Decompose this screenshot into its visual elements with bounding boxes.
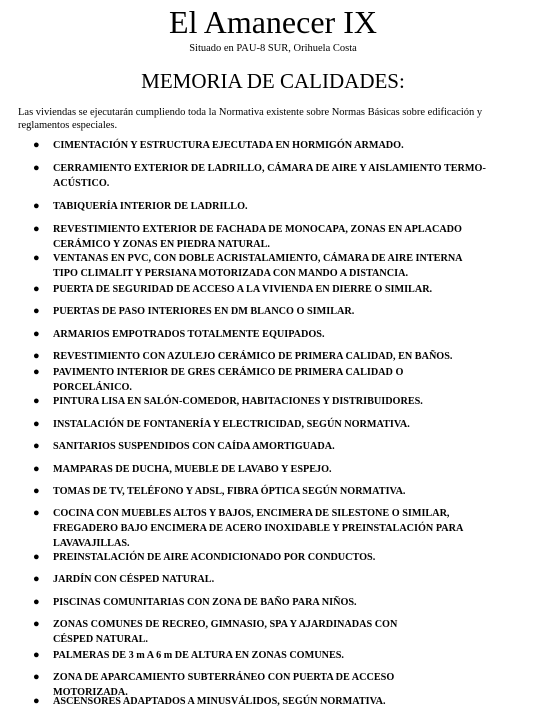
spec-item-text	[53, 462, 535, 477]
page-title: El Amanecer IX	[169, 4, 377, 40]
bullet-icon: ●	[33, 366, 40, 378]
bullet-icon: ●	[33, 440, 40, 452]
bullet-icon: ●	[33, 418, 40, 430]
spec-item-line: PISCINAS COMUNITARIAS CON ZONA DE BAÑO PARA NIÑOS.	[53, 597, 357, 608]
bullet-icon: ●	[33, 618, 40, 630]
bullet-icon: ●	[33, 223, 40, 235]
spec-item-text	[53, 506, 535, 551]
spec-item-text	[53, 222, 535, 252]
spec-item-text	[53, 282, 535, 297]
spec-item-text	[53, 349, 535, 364]
spec-item-text	[53, 694, 535, 709]
spec-item-line: TOMAS DE TV, TELÉFONO Y ADSL, FIBRA ÓPTICA SEGÚN NORMATIVA.	[53, 486, 406, 497]
spec-item-line: TIPO CLIMALIT Y PERSIANA MOTORIZADA CON MANDO A DISTANCIA.	[53, 268, 409, 279]
bullet-icon: ●	[33, 596, 40, 608]
spec-item-text	[53, 595, 535, 610]
spec-item-line: VENTANAS EN PVC, CON DOBLE ACRISTALAMIENTO, CÁMARA DE AIRE INTERNA	[53, 253, 463, 264]
bullet-icon: ●	[33, 695, 40, 707]
bullet-icon: ●	[33, 649, 40, 661]
spec-item-line: COCINA CON MUEBLES ALTOS Y BAJOS, ENCIMERA DE SILESTONE O SIMILAR,	[53, 508, 450, 519]
spec-item-line: MAMPARAS DE DUCHA, MUEBLE DE LAVABO Y ESPEJO.	[53, 464, 332, 475]
spec-item-line: FREGADERO BAJO ENCIMERA DE ACERO INOXIDABLE Y PREINSTALACIÓN PARA	[53, 523, 464, 534]
spec-item-text	[53, 484, 535, 499]
bullet-icon: ●	[33, 395, 40, 407]
bullet-icon: ●	[33, 573, 40, 585]
spec-item-line: ZONA DE APARCAMIENTO SUBTERRÁNEO CON PUERTA DE ACCESO	[53, 672, 395, 683]
bullet-icon: ●	[33, 305, 40, 317]
bullet-icon: ●	[33, 551, 40, 563]
spec-item-line: CERÁMICO Y ZONAS EN PIEDRA NATURAL.	[53, 239, 270, 250]
intro-paragraph	[18, 106, 533, 132]
spec-item-line: JARDÍN CON CÉSPED NATURAL.	[53, 574, 215, 585]
spec-item-text	[53, 439, 535, 454]
bullet-icon: ●	[33, 463, 40, 475]
bullet-icon: ●	[33, 283, 40, 295]
spec-item-line: TABIQUERÍA INTERIOR DE LADRILLO.	[53, 201, 248, 212]
spec-item-line: CERRAMIENTO EXTERIOR DE LADRILLO, CÁMARA DE AIRE Y AISLAMIENTO TERMO-	[53, 163, 486, 174]
spec-item-line: PORCELÁNICO.	[53, 382, 132, 393]
spec-item-line: PALMERAS DE 3 m A 6 m DE ALTURA EN ZONAS COMUNES.	[53, 650, 344, 661]
spec-item-line: REVESTIMIENTO CON AZULEJO CERÁMICO DE PRIMERA CALIDAD, EN BAÑOS.	[53, 351, 453, 362]
intro-line: reglamentos especiales.	[18, 120, 118, 131]
spec-item-text	[53, 550, 535, 565]
spec-item-text	[53, 327, 535, 342]
spec-item-line: ARMARIOS EMPOTRADOS TOTALMENTE EQUIPADOS.	[53, 329, 325, 340]
spec-item-line: ZONAS COMUNES DE RECREO, GIMNASIO, SPA Y AJARDINADAS CON	[53, 619, 398, 630]
spec-item-text	[53, 161, 535, 191]
bullet-icon: ●	[33, 485, 40, 497]
spec-item-line: ASCENSORES ADAPTADOS A MINUSVÁLIDOS, SEGÚN NORMATIVA.	[53, 696, 386, 707]
spec-item-line: PREINSTALACIÓN DE AIRE ACONDICIONADO POR CONDUCTOS.	[53, 552, 376, 563]
spec-item-line: INSTALACIÓN DE FONTANERÍA Y ELECTRICIDAD, SEGÚN NORMATIVA.	[53, 419, 410, 430]
bullet-icon: ●	[33, 139, 40, 151]
bullet-icon: ●	[33, 200, 40, 212]
bullet-icon: ●	[33, 671, 40, 683]
spec-item-text	[53, 304, 535, 319]
spec-item-line: CÉSPED NATURAL.	[53, 634, 148, 645]
spec-item-text	[53, 648, 535, 663]
bullet-icon: ●	[33, 162, 40, 174]
spec-item-line: ACÚSTICO.	[53, 178, 110, 189]
spec-item-text	[53, 251, 535, 281]
spec-item-line: CIMENTACIÓN Y ESTRUCTURA EJECUTADA EN HORMIGÓN ARMADO.	[53, 140, 404, 151]
spec-item-text	[53, 572, 535, 587]
spec-item-line: MOTORIZADA.	[53, 687, 128, 698]
spec-item-text	[53, 394, 535, 409]
spec-item-line: LAVAVAJILLAS.	[53, 538, 130, 549]
bullet-icon: ●	[33, 350, 40, 362]
spec-item-line: SANITARIOS SUSPENDIDOS CON CAÍDA AMORTIGUADA.	[53, 441, 335, 452]
spec-item-line: REVESTIMIENTO EXTERIOR DE FACHADA DE MONOCAPA, ZONAS EN APLACADO	[53, 224, 462, 235]
section-heading: MEMORIA DE CALIDADES:	[141, 69, 405, 93]
spec-item-line: PUERTAS DE PASO INTERIORES EN DM BLANCO O SIMILAR.	[53, 306, 355, 317]
intro-line: Las viviendas se ejecutarán cumpliendo toda la Normativa existente sobre Normas Básicas sobre edificación y	[18, 107, 483, 118]
spec-item-text	[53, 617, 535, 647]
spec-item-line: PUERTA DE SEGURIDAD DE ACCESO A LA VIVIENDA EN DIERRE O SIMILAR.	[53, 284, 433, 295]
spec-item-text	[53, 138, 535, 153]
bullet-icon: ●	[33, 252, 40, 264]
spec-item-line: PAVIMENTO INTERIOR DE GRES CERÁMICO DE PRIMERA CALIDAD O	[53, 367, 404, 378]
spec-item-text	[53, 417, 535, 432]
spec-item-text	[53, 199, 535, 214]
bullet-icon: ●	[33, 328, 40, 340]
bullet-icon: ●	[33, 507, 40, 519]
spec-item-text	[53, 365, 535, 395]
spec-item-line: PINTURA LISA EN SALÓN-COMEDOR, HABITACIONES Y DISTRIBUIDORES.	[53, 396, 423, 407]
page-subtitle: Situado en PAU-8 SUR, Orihuela Costa	[189, 43, 357, 54]
